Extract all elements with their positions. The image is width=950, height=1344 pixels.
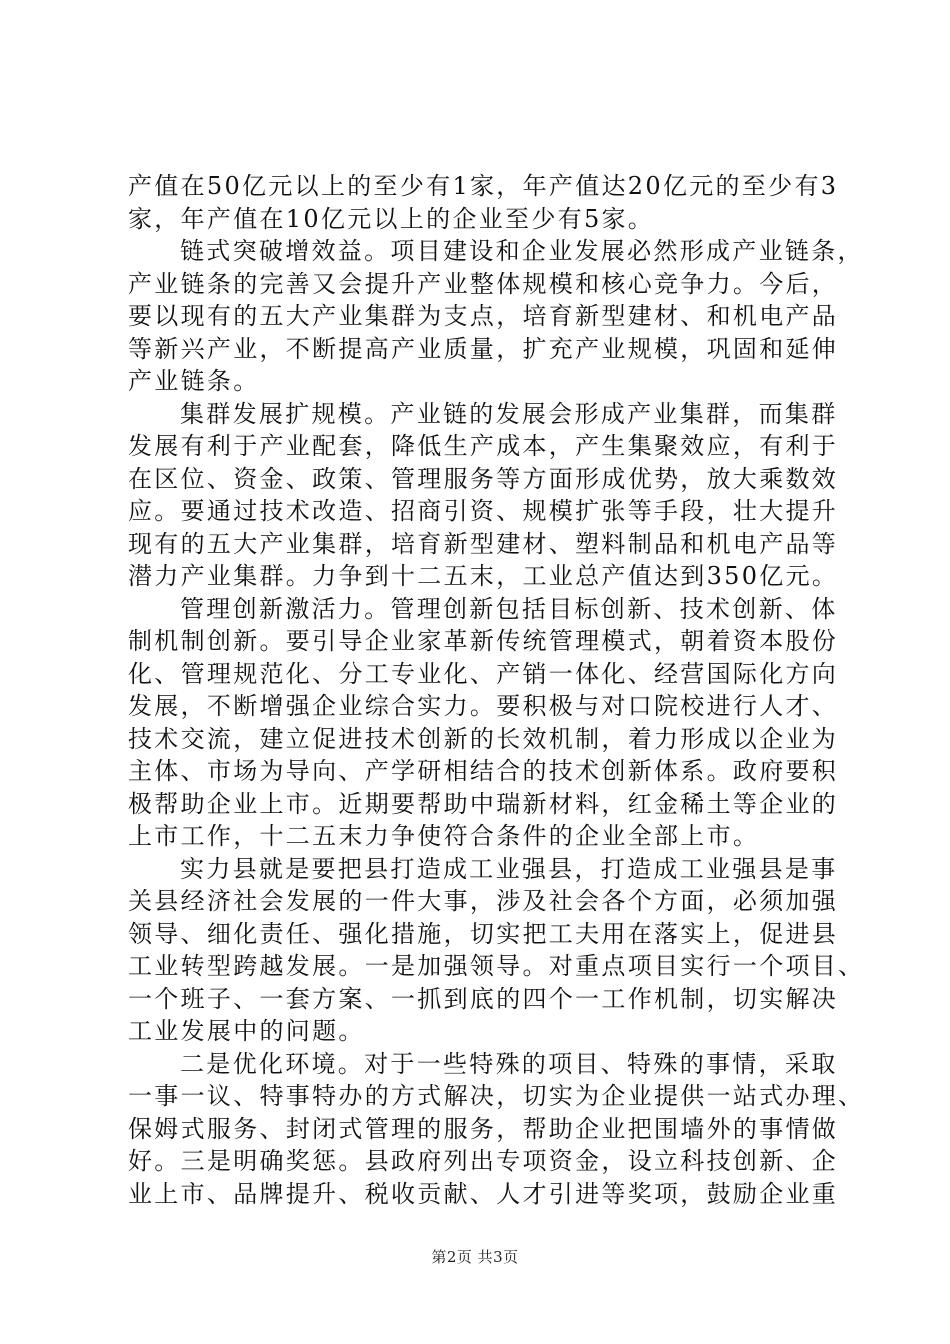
text-line: 潜力产业集群。力争到十二五末，工业总产值达到350亿元。 — [128, 562, 839, 590]
text-line: 关县经济社会发展的一件大事，涉及社会各个方面，必须加强 — [128, 887, 839, 915]
text-line: 制机制创新。要引导企业家革新传统管理模式，朝着资本股份 — [128, 627, 839, 655]
paragraph — [128, 853, 865, 1048]
text-line: 领导、细化责任、强化措施，切实把工夫用在落实上，促进县 — [128, 919, 839, 948]
text-line: 要以现有的五大产业集群为支点，培育新型建材、和机电产品 — [128, 302, 839, 330]
text-line: 产业链条。 — [128, 367, 260, 395]
paragraph — [128, 170, 839, 235]
document-body — [128, 170, 865, 1210]
text-line: 产值在50亿元以上的至少有1家，年产值达20亿元的至少有3 — [128, 172, 839, 200]
text-line: 上市工作，十二五末力争使符合条件的企业全部上市。 — [128, 822, 760, 850]
text-line: 发展有利于产业配套，降低生产成本，产生集聚效应，有利于 — [128, 432, 839, 460]
paragraph — [128, 1048, 865, 1211]
text-line: 好。三是明确奖惩。县政府列出专项资金，设立科技创新、企 — [128, 1147, 839, 1175]
text-line: 发展，不断增强企业综合实力。要积极与对口院校进行人才、 — [128, 692, 839, 720]
text-line: 实力县就是要把县打造成工业强县，打造成工业强县是事 — [180, 854, 838, 883]
text-line: 在区位、资金、政策、管理服务等方面形成优势，放大乘数效 — [128, 464, 839, 493]
text-line: 应。要通过技术改造、招商引资、规模扩张等手段，壮大提升 — [128, 497, 839, 525]
text-line: 等新兴产业，不断提高产业质量，扩充产业规模，巩固和延伸 — [128, 334, 839, 363]
text-line: 技术交流，建立促进技术创新的长效机制，着力形成以企业为 — [128, 724, 839, 753]
text-line: 一个班子、一套方案、一抓到底的四个一工作机制，切实解决 — [128, 984, 839, 1013]
text-line: 一事一议、特事特办的方式解决，切实为企业提供一站式办理、 — [128, 1082, 865, 1110]
text-line: 工业发展中的问题。 — [128, 1017, 365, 1045]
paragraph — [128, 235, 864, 398]
text-line: 二是优化环境。对于一些特殊的项目、特殊的事情，采取 — [180, 1049, 838, 1078]
text-line: 集群发展扩规模。产业链的发展会形成产业集群，而集群 — [180, 399, 838, 428]
text-line: 极帮助企业上市。近期要帮助中瑞新材料，红金稀土等企业的 — [128, 789, 839, 818]
text-line: 工业转型跨越发展。一是加强领导。对重点项目实行一个项目、 — [128, 952, 865, 980]
paragraph — [128, 398, 839, 593]
paragraph — [128, 593, 839, 853]
text-line: 产业链条的完善又会提升产业整体规模和核心竞争力。今后， — [128, 269, 839, 298]
text-line: 现有的五大产业集群，培育新型建材、塑料制品和机电产品等 — [128, 529, 839, 558]
text-line: 业上市、品牌提升、税收贡献、人才引进等奖项，鼓励企业重 — [128, 1179, 839, 1208]
text-line: 保姆式服务、封闭式管理的服务，帮助企业把围墙外的事情做 — [128, 1114, 839, 1143]
text-line: 家，年产值在10亿元以上的企业至少有5家。 — [128, 204, 655, 233]
text-line: 管理创新激活力。管理创新包括目标创新、技术创新、体 — [180, 594, 838, 623]
text-line: 链式突破增效益。项目建设和企业发展必然形成产业链条， — [180, 237, 864, 265]
text-line: 主体、市场为导向、产学研相结合的技术创新体系。政府要积 — [128, 757, 839, 785]
text-line: 化、管理规范化、分工专业化、产销一体化、经营国际化方向 — [128, 659, 839, 688]
page-footer: 第2页 共3页 — [431, 1248, 519, 1266]
